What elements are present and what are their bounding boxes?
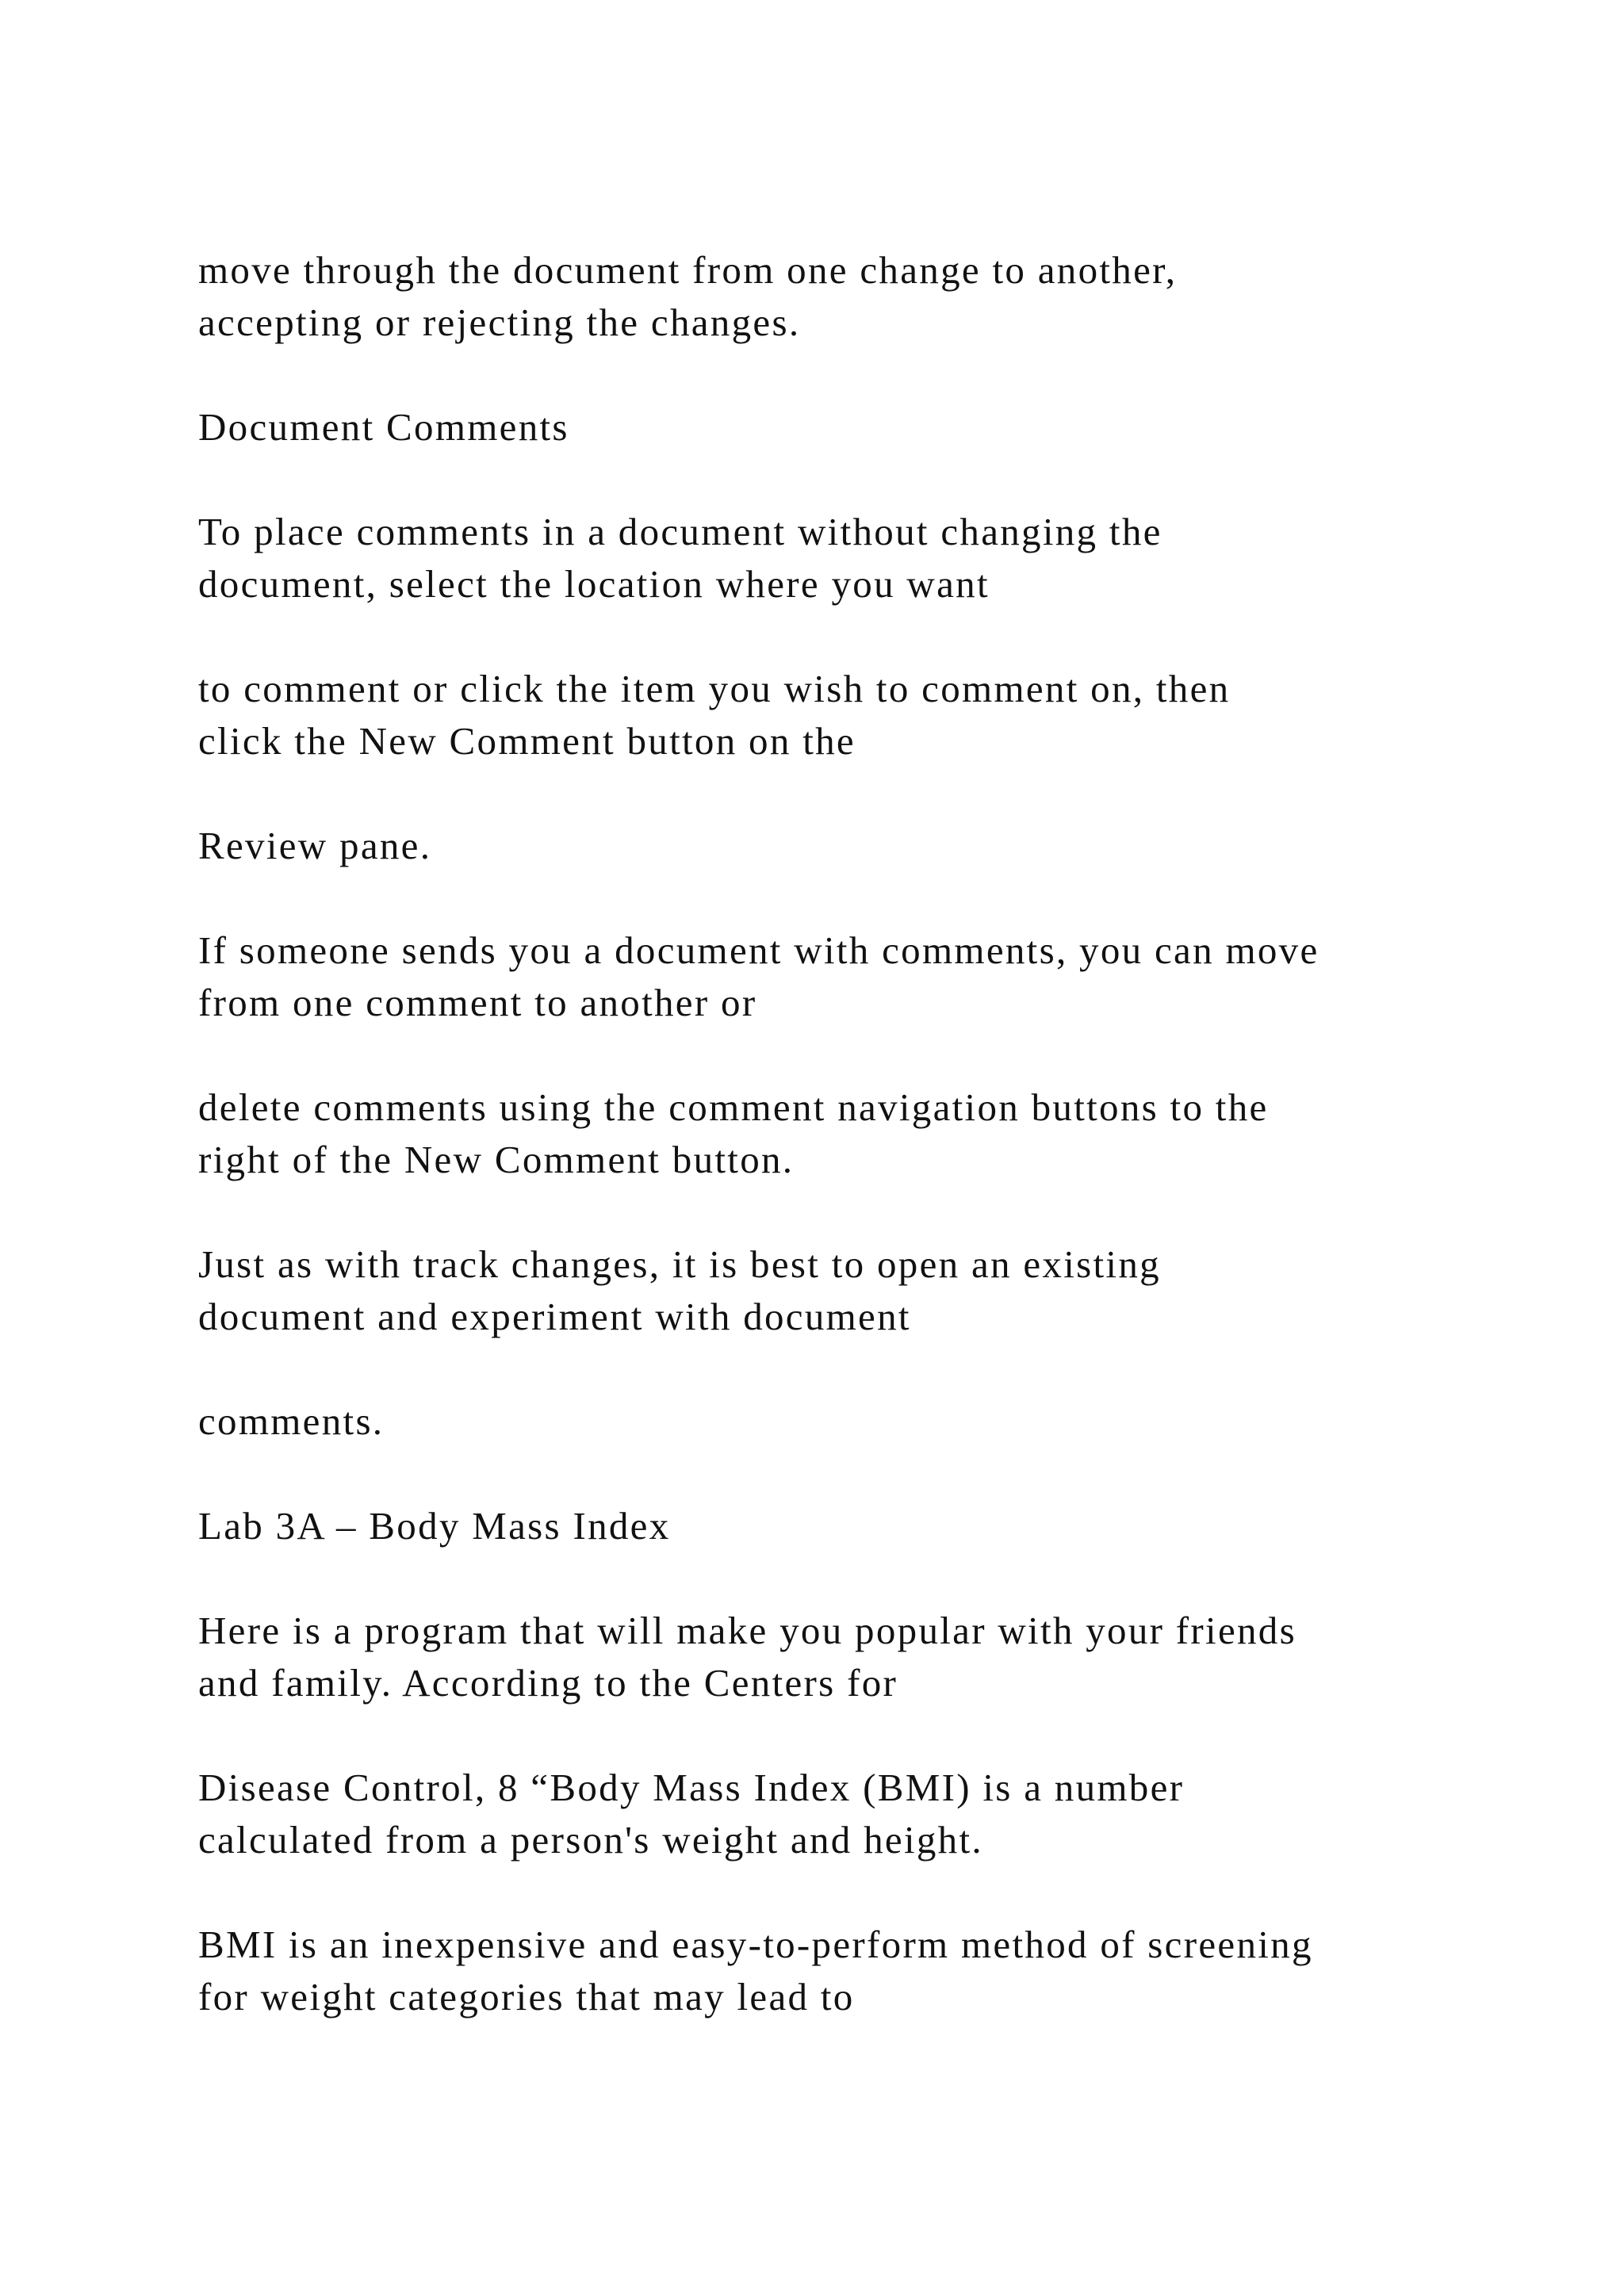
paragraph-received-comments — [198, 924, 1483, 1029]
paragraph-bmi-intro — [198, 1605, 1483, 1709]
text-line: Here is a program that will make you popular with your friends — [198, 1609, 1297, 1652]
section-heading-lab-3a — [198, 1500, 1483, 1552]
paragraph-review-pane — [198, 820, 1483, 872]
text-line: document and experiment with document — [198, 1295, 911, 1338]
text-line: Just as with track changes, it is best to open an existing — [198, 1242, 1161, 1286]
text-line: Disease Control, 8 “Body Mass Index (BMI) is a number — [198, 1766, 1185, 1809]
text-line: document, select the location where you want — [198, 562, 990, 606]
paragraph-place-comments — [198, 506, 1483, 610]
text-line: If someone sends you a document with comments, you can move — [198, 928, 1320, 972]
paragraph-bmi-definition — [198, 1762, 1483, 1866]
paragraph-delete-comments — [198, 1081, 1483, 1186]
paragraph-bmi-screening — [198, 1919, 1483, 2023]
text-line: delete comments using the comment navigation buttons to the — [198, 1085, 1269, 1129]
text-line: right of the New Comment button. — [198, 1138, 795, 1181]
paragraph-track-changes-navigation — [198, 244, 1483, 349]
text-line: for weight categories that may lead to — [198, 1975, 855, 2019]
text-line: and family. According to the Centers for — [198, 1661, 898, 1705]
text-line: Review pane. — [198, 824, 432, 867]
text-line: To place comments in a document without changing the — [198, 510, 1162, 553]
text-line: accepting or rejecting the changes. — [198, 300, 801, 344]
text-line: Document Comments — [198, 405, 569, 449]
text-line: comments. — [198, 1399, 385, 1443]
text-line: calculated from a person's weight and height. — [198, 1818, 983, 1862]
paragraph-new-comment-button — [198, 663, 1483, 767]
text-line: from one comment to another or — [198, 981, 757, 1024]
text-line: Lab 3A – Body Mass Index — [198, 1504, 671, 1548]
text-line: click the New Comment button on the — [198, 719, 856, 763]
paragraph-experiment — [198, 1238, 1483, 1343]
text-line: to comment or click the item you wish to comment on, then — [198, 667, 1231, 710]
paragraph-comments-end — [198, 1395, 1483, 1448]
text-line: move through the document from one change to another, — [198, 248, 1178, 292]
text-line: BMI is an inexpensive and easy-to-perform method of screening — [198, 1923, 1313, 1966]
section-heading-document-comments — [198, 401, 1483, 453]
document-body — [198, 244, 1483, 2076]
